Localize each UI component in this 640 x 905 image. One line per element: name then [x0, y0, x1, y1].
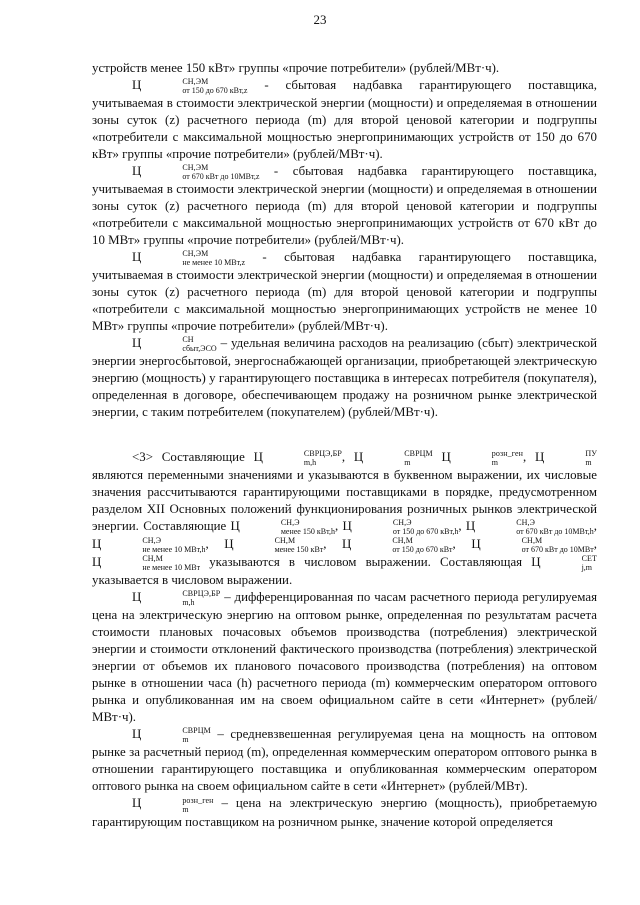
symbol-subscript: m: [182, 735, 189, 745]
symbol-base: Ц: [441, 450, 451, 465]
symbol-base: Ц: [471, 537, 481, 552]
math-symbol: [132, 795, 214, 814]
symbol-superscript: ПУ: [585, 449, 597, 459]
math-symbol: [342, 536, 453, 555]
symbol-base: Ц: [353, 450, 364, 465]
symbol-subscript: j,m: [581, 563, 593, 573]
symbol-base: Ц: [342, 519, 352, 534]
symbol-subscript: от 150 до 670 кВт,z: [182, 86, 248, 96]
paragraph-text: – средневзвешенная регулируемая цена на мощность на оптовом рынке за расчетный период (m), определенная коммерческим оператором оптового рынка в отношении гарантирующего поставщика и опубликованная коммерческим оператором оптового рынка на своем официальном сайте в сети «Интернет» (рублей/МВт).: [92, 727, 597, 794]
symbol-subscript: m,h: [182, 598, 195, 608]
symbol-base: Ц: [132, 590, 142, 605]
paragraph-text: ,: [205, 537, 225, 552]
paragraph-text: ,: [452, 537, 472, 552]
symbol-subscript: m: [404, 458, 411, 468]
paragraph-text: ,: [334, 519, 343, 534]
paragraph: [92, 335, 597, 421]
math-symbol: [253, 449, 342, 468]
symbol-subscript: сбыт,ЭСО: [182, 344, 217, 354]
symbol-superscript: СН,Э: [280, 518, 300, 528]
symbol-superscript: СН,М: [274, 536, 296, 546]
paragraph-text: - сбытовая надбавка гарантирующего поставщика, учитываемая в стоимости электрической энергии (мощности) и определяемая в отношении зоны суток (z) расчетного периода (m) для второй ценовой категории и подгруппы «потребители с максимальной мощностью энергопринимающих устройств от 670 кВт до 10 МВт» группы «прочие потребители» (рублей/МВт·ч).: [92, 164, 597, 248]
paragraph: [92, 163, 597, 249]
paragraph-text: ,: [523, 450, 536, 465]
symbol-subscript: m: [182, 804, 189, 814]
symbol-subscript: не менее 10 МВт,h: [142, 545, 206, 555]
symbol-superscript: СН,ЭМ: [182, 163, 209, 173]
symbol-base: Ц: [535, 450, 545, 465]
symbol-subscript: от 670 кВт до 10МВт: [521, 545, 594, 555]
math-symbol: [132, 249, 246, 268]
paragraph-text: <3> Составляющие: [132, 450, 254, 465]
symbol-base: Ц: [132, 727, 142, 742]
paragraph: [92, 249, 597, 335]
math-symbol: [230, 518, 335, 537]
page-number: 23: [313, 12, 327, 27]
symbol-superscript: СН,М: [521, 536, 543, 546]
paragraph-text: являются переменными значениями и указываются в буквенном выражении, их числовые значения рассчитываются гарантирующими поставщиками в порядке, предусмотренном разделом XII Основных положений функционирования розничных рынков электрической энергии. Составляющие: [92, 468, 597, 534]
math-symbol: [132, 77, 248, 96]
math-symbol: [535, 449, 597, 468]
symbol-superscript: СВРЦЭ,БР: [182, 589, 221, 599]
symbol-subscript: от 670 кВт до 10МВт,z: [182, 172, 260, 182]
symbol-superscript: СН: [182, 335, 194, 345]
symbol-superscript: СН,М: [142, 554, 163, 564]
symbol-superscript: СВРЦЭ,БР: [303, 449, 342, 459]
symbol-subscript: менее 150 кВт,h: [280, 527, 335, 537]
document-body: [92, 60, 597, 831]
symbol-base: Ц: [253, 450, 263, 465]
paragraph-text: ,: [323, 537, 343, 552]
symbol-base: Ц: [92, 537, 102, 552]
symbol-base: Ц: [224, 537, 234, 552]
symbol-superscript: СН,ЭМ: [182, 77, 209, 87]
symbol-superscript: СВРЦМ: [404, 449, 433, 459]
symbol-base: Ц: [132, 796, 142, 811]
symbol-base: Ц: [230, 519, 240, 534]
math-symbol: [353, 449, 433, 468]
paragraph-text: ,: [458, 519, 466, 534]
math-symbol: [132, 589, 221, 608]
symbol-subscript: m: [585, 458, 592, 468]
paragraph-text: – цена на электрическую энергию (мощность), приобретаемую гарантирующим поставщиком на розничном рынке, значение которой определяется: [92, 796, 597, 829]
math-symbol: [471, 536, 594, 555]
symbol-base: Ц: [132, 336, 142, 351]
math-symbol: [465, 518, 594, 537]
symbol-superscript: СН,Э: [516, 518, 536, 528]
paragraph: [92, 795, 597, 830]
symbol-subscript: от 150 до 670 кВт: [392, 545, 453, 555]
symbol-subscript: не менее 10 МВт,z: [182, 258, 246, 268]
paragraph: [92, 60, 597, 77]
math-symbol: [342, 518, 459, 537]
symbol-subscript: m,h: [303, 458, 317, 468]
symbol-base: Ц: [132, 250, 142, 265]
paragraph-text: указываются в числовом выражении. Составляющая: [200, 555, 532, 570]
symbol-base: Ц: [342, 537, 352, 552]
math-symbol: [132, 163, 260, 182]
symbol-base: Ц: [92, 555, 102, 570]
paragraph: [92, 77, 597, 163]
paragraph-text: – дифференцированная по часам расчетного периода регулируемая цена на электрическую энергию на оптовом рынке, определенная по результатам расчета стоимости плановых почасовых объемов производства (потребления) электрической энергии и стоимости отклонений фактического производства (потребления) электрической энергии от объемов их планового почасового производства (потребления) на оптовом рынке в отношении часа (h) расчетного периода (m) коммерческим оператором оптового рынка и опубликованная им на своем официальном сайте в сети «Интернет» (рублей/МВт·ч).: [92, 590, 597, 725]
symbol-base: Ц: [465, 519, 476, 534]
symbol-superscript: СН,М: [392, 536, 413, 546]
paragraph-text: устройств менее 150 кВт» группы «прочие потребители» (рублей/МВт·ч).: [92, 61, 500, 75]
symbol-base: Ц: [132, 78, 142, 92]
symbol-base: Ц: [531, 555, 541, 570]
symbol-base: Ц: [132, 164, 142, 179]
math-symbol: [132, 335, 217, 354]
math-symbol: [92, 554, 201, 573]
symbol-superscript: СВРЦМ: [182, 726, 211, 736]
symbol-superscript: розн_ген: [182, 795, 214, 805]
paragraph: [92, 589, 597, 726]
paragraph-text: указывается в числовом выражении.: [92, 573, 293, 588]
paragraph-text: ,: [341, 450, 354, 465]
math-symbol: [92, 536, 206, 555]
paragraph-text: - сбытовая надбавка гарантирующего поставщика, учитываемая в стоимости электрической энергии (мощности) и определяемая в отношении зоны суток (z) расчетного периода (m) для второй ценовой категории и подгруппы «потребители с максимальной мощностью энергопринимающих устройств от 150 до 670 кВт» группы «прочие потребители» (рублей/МВт·ч).: [92, 78, 597, 162]
paragraph-text: ,: [593, 519, 597, 534]
math-symbol: [132, 726, 211, 745]
symbol-subscript: m: [491, 458, 499, 468]
paragraph-text: - сбытовая надбавка гарантирующего поставщика, учитываемая в стоимости электрической энергии (мощности) и определяемая в отношении зоны суток (z) расчетного периода (m) для второй ценовой категории и подгруппы «потребители с максимальной мощностью энергопринимающих устройств не менее 10 МВт» группы «прочие потребители» (рублей/МВт·ч).: [92, 250, 597, 334]
symbol-superscript: СН,Э: [142, 536, 162, 546]
paragraph-text: – удельная величина расходов на реализацию (сбыт) электрической энергии энергосбытовой, энергоснабжающей организации, приобретающей электрическую энергию (мощность) у гарантирующего поставщика в интересах потребителя (покупателя), определенная в договоре, обеспечивающем продажу на розничном рынке электрической энергии, с таким потребителем (покупателем) (рублей/МВт·ч).: [92, 336, 597, 420]
math-symbol: [531, 554, 597, 573]
symbol-superscript: СН,Э: [392, 518, 412, 528]
math-symbol: [224, 536, 324, 555]
symbol-subscript: от 150 до 670 кВт,h: [392, 527, 459, 537]
symbol-superscript: СЕТ: [581, 554, 597, 564]
symbol-subscript: от 670 кВт до 10МВт,h: [516, 527, 594, 537]
paragraph: [92, 449, 597, 589]
symbol-superscript: СН,ЭМ: [182, 249, 209, 259]
symbol-superscript: розн_ген: [491, 449, 524, 459]
paragraph-text: ,: [593, 537, 597, 552]
paragraph: [92, 726, 597, 795]
symbol-subscript: менее 150 кВт: [274, 545, 324, 555]
math-symbol: [441, 449, 524, 468]
symbol-subscript: не менее 10 МВт: [142, 563, 201, 573]
